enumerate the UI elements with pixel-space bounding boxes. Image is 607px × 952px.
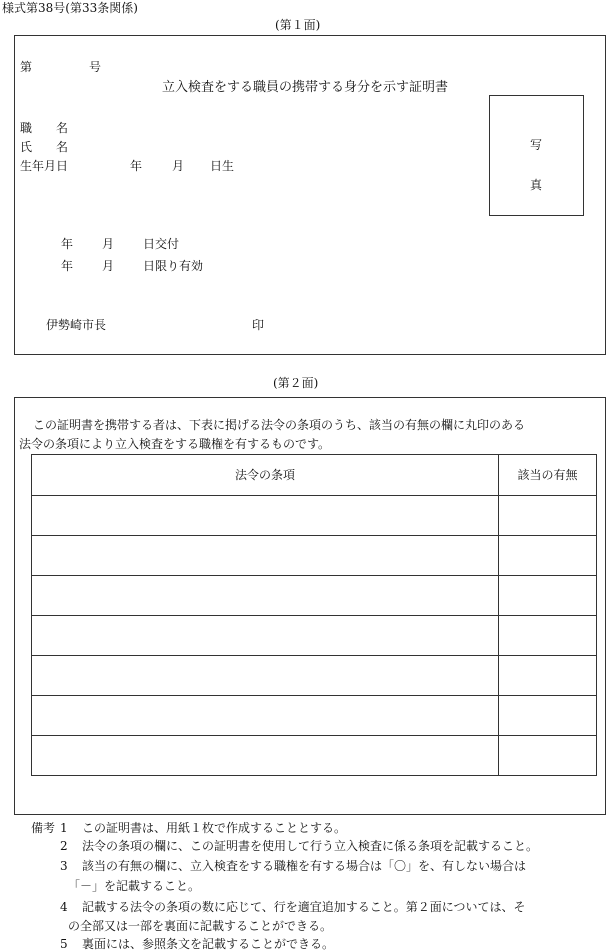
law-articles-table: [31, 454, 597, 776]
name-label: 氏 名: [20, 140, 69, 154]
table-row: [32, 576, 597, 616]
remark-number: 1: [60, 821, 68, 835]
remark-text: 法令の条項の欄に、この証明書を使用して行う立入検査に係る条項を記載すること。: [82, 839, 539, 853]
intro-line-2: 法令の条項により立入検査をする職権を有するものです。: [19, 437, 331, 451]
birthdate-label: 生年月日: [20, 159, 69, 173]
law-article-cell: [32, 616, 499, 656]
photo-box: [489, 95, 584, 216]
remark-text-continued: 「－」を記載すること。: [68, 879, 201, 893]
header-applicable: 該当の有無: [499, 455, 597, 496]
header-law-article: 法令の条項: [32, 455, 499, 496]
number-label-prefix: 第: [20, 60, 33, 74]
birth-day-label: 日生: [210, 159, 235, 173]
side2-label: (第２面): [273, 376, 319, 390]
form-number: 様式第38号(第33条関係): [2, 1, 138, 15]
applicable-cell: [499, 496, 597, 536]
remark-number: 5: [60, 937, 68, 951]
remark-text-continued: の全部又は一部を裏面に記載することができる。: [68, 919, 333, 933]
job-label: 職 名: [20, 121, 69, 135]
table-row: [32, 656, 597, 696]
table-row: [32, 496, 597, 536]
law-article-cell: [32, 496, 499, 536]
remark-text: 該当の有無の欄に、立入検査をする職権を有する場合は「〇」を、有しない場合は: [82, 859, 527, 873]
table-row: [32, 616, 597, 656]
birth-month-label: 月: [172, 159, 185, 173]
law-article-cell: [32, 576, 499, 616]
law-article-cell: [32, 656, 499, 696]
id-card-front: [14, 35, 606, 355]
remark-number: 4: [60, 900, 68, 914]
table-row: [32, 536, 597, 576]
table-header-row: [32, 455, 597, 496]
remark-number: 3: [60, 859, 68, 873]
remarks-heading: 備考: [31, 821, 56, 835]
table-row: [32, 696, 597, 736]
valid-year-label: 年: [61, 259, 74, 273]
issuer-name: 伊勢崎市長: [46, 318, 107, 332]
remark-number: 2: [60, 839, 68, 853]
applicable-cell: [499, 616, 597, 656]
table-row: [32, 736, 597, 776]
birth-year-label: 年: [130, 159, 143, 173]
valid-day-label: 日限り有効: [143, 259, 204, 273]
photo-label-1: 写: [530, 138, 543, 152]
seal-label: 印: [252, 318, 265, 332]
intro-line-1: この証明書を携帯する者は、下表に掲げる法令の条項のうち、該当の有無の欄に丸印のある: [33, 418, 526, 432]
valid-month-label: 月: [102, 259, 115, 273]
law-article-cell: [32, 736, 499, 776]
applicable-cell: [499, 656, 597, 696]
applicable-cell: [499, 696, 597, 736]
issue-month-label: 月: [102, 237, 115, 251]
certificate-title: 立入検査をする職員の携帯する身分を示す証明書: [162, 80, 449, 95]
side1-label: (第１面): [275, 18, 321, 32]
law-article-cell: [32, 696, 499, 736]
applicable-cell: [499, 536, 597, 576]
photo-label-2: 真: [530, 178, 543, 192]
applicable-cell: [499, 576, 597, 616]
remark-text: 記載する法令の条項の数に応じて、行を適宜追加すること。第２面については、そ: [82, 900, 526, 914]
number-label-suffix: 号: [89, 60, 102, 74]
issue-day-label: 日交付: [143, 237, 180, 251]
issue-year-label: 年: [61, 237, 74, 251]
remark-text: この証明書は、用紙１枚で作成することとする。: [82, 821, 347, 835]
remark-text: 裏面には、参照条文を記載することができる。: [82, 937, 335, 951]
applicable-cell: [499, 736, 597, 776]
law-article-cell: [32, 536, 499, 576]
